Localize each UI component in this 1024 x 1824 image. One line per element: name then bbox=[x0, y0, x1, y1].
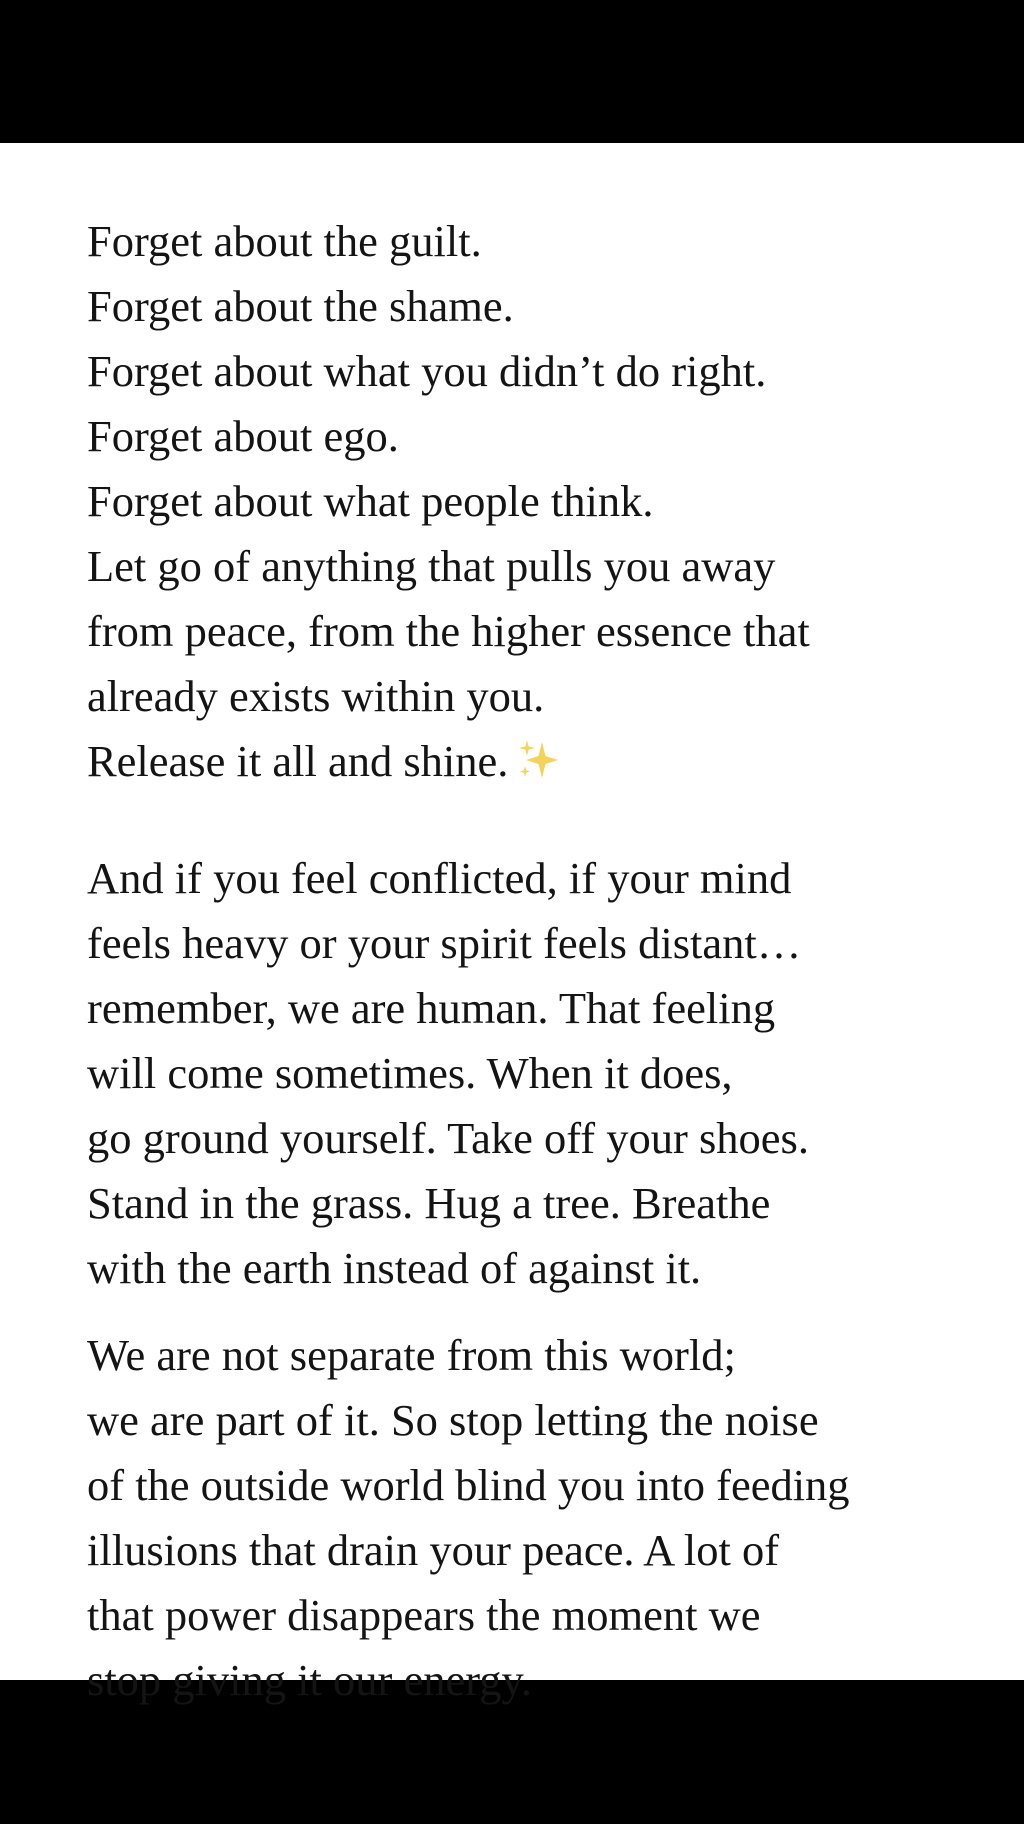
text-line: feels heavy or your spirit feels distant… bbox=[87, 918, 802, 968]
text-line: we are part of it. So stop letting the noise bbox=[87, 1395, 819, 1445]
paragraph-1 bbox=[87, 209, 1007, 794]
text-line: And if you feel conflicted, if your mind bbox=[87, 853, 792, 903]
text-line: with the earth instead of against it. bbox=[87, 1243, 702, 1293]
sparkles-icon bbox=[514, 738, 560, 782]
text-line: go ground yourself. Take off your shoes. bbox=[87, 1113, 809, 1163]
text-line: We are not separate from this world; bbox=[87, 1330, 736, 1380]
text-line: from peace, from the higher essence that bbox=[87, 606, 810, 656]
text-line: Forget about ego. bbox=[87, 411, 399, 461]
text-line: already exists within you. bbox=[87, 671, 545, 721]
text-line: will come sometimes. When it does, bbox=[87, 1048, 733, 1098]
text-line: Stand in the grass. Hug a tree. Breathe bbox=[87, 1178, 771, 1228]
text-line: illusions that drain your peace. A lot of bbox=[87, 1525, 780, 1575]
text-line: Let go of anything that pulls you away bbox=[87, 541, 776, 591]
text-line: stop giving it our energy. bbox=[87, 1655, 532, 1705]
paragraph-2 bbox=[87, 846, 1007, 1301]
text-line: remember, we are human. That feeling bbox=[87, 983, 776, 1033]
paragraph-3 bbox=[87, 1323, 1007, 1713]
text-line: Forget about the shame. bbox=[87, 281, 514, 331]
text-line: of the outside world blind you into feeding bbox=[87, 1460, 850, 1510]
text-line-last bbox=[87, 729, 1007, 794]
text-line: that power disappears the moment we bbox=[87, 1590, 761, 1640]
text-page bbox=[0, 143, 1024, 1705]
text-line: Forget about what you didn’t do right. bbox=[87, 346, 767, 396]
quote-text bbox=[87, 209, 1007, 1713]
text-line: Forget about the guilt. bbox=[87, 216, 482, 266]
text-line: Release it all and shine. bbox=[87, 736, 509, 786]
text-line: Forget about what people think. bbox=[87, 476, 654, 526]
